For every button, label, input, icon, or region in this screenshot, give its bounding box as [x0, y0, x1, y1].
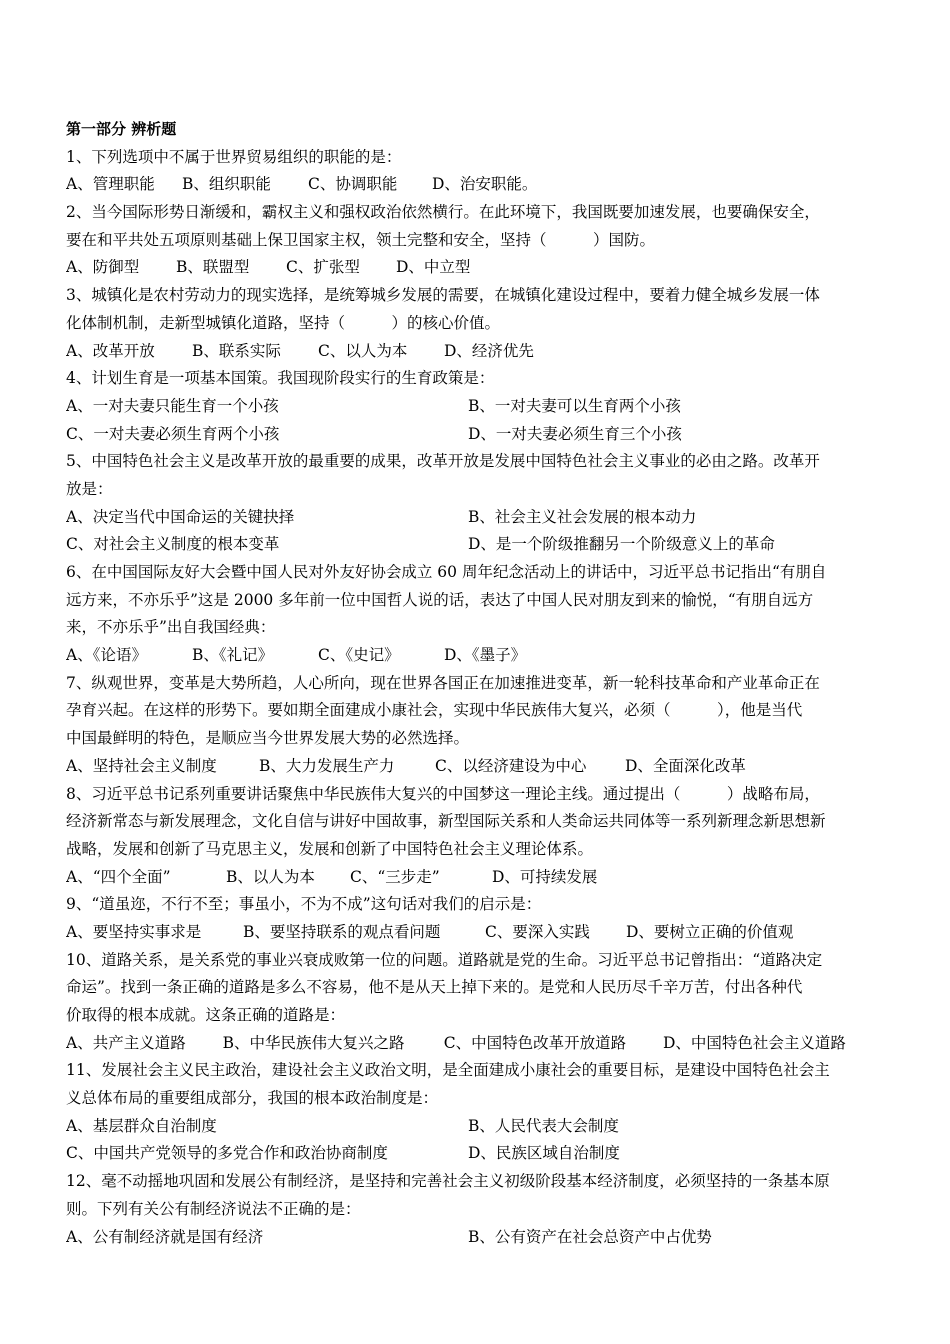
answer-option: A、坚持社会主义制度 [66, 756, 217, 775]
answer-option: D、可持续发展 [492, 867, 598, 886]
options-row [66, 919, 888, 947]
answer-option: D、一对夫妻必须生育三个小孩 [468, 424, 682, 443]
question-text-line: 义总体布局的重要组成部分，我国的根本政治制度是： [66, 1089, 439, 1108]
answer-option: A、要坚持实事求是 [66, 922, 202, 941]
answer-option: B、中华民族伟大复兴之路 [222, 1033, 405, 1052]
answer-option: B、联系实际 [192, 341, 281, 360]
question-text-line: 经济新常态与新发展理念，文化自信与讲好中国故事，新型国际关系和人类命运共同体等一系列新理念新思想新 [66, 812, 826, 831]
answer-option: C、协调职能 [308, 175, 398, 194]
answer-option: C、以人为本 [318, 341, 408, 360]
answer-option: B、以人为本 [226, 867, 315, 886]
answer-option: B、要坚持联系的观点看问题 [243, 922, 441, 941]
options-row [66, 421, 888, 449]
options-row [66, 504, 888, 532]
options-row [66, 531, 888, 559]
question-text-line: 10、道路关系，是关系党的事业兴衰成败第一位的问题。道路就是党的生命。习近平总书记曾指出：“道路决定 [66, 950, 823, 969]
answer-option: C、以经济建设为中心 [435, 756, 587, 775]
options-row [66, 1113, 888, 1141]
options-row [66, 338, 888, 366]
answer-option: D、中立型 [396, 258, 471, 277]
answer-option: D、要树立正确的价值观 [626, 922, 794, 941]
question-text-line: 11、发展社会主义民主政治，建设社会主义政治文明，是全面建成小康社会的重要目标，是建设中国特色社会主 [66, 1061, 830, 1080]
question-text-line: 7、纵观世界，变革是大势所趋，人心所向，现在世界各国正在加速推进变革，新一轮科技革命和产业革命正在 [66, 673, 820, 692]
options-row [66, 1140, 888, 1168]
question-text-line: 价取得的根本成就。这条正确的道路是： [66, 1006, 346, 1024]
answer-option: B、《礼记》 [192, 646, 274, 665]
answer-option: B、社会主义社会发展的根本动力 [468, 507, 697, 526]
answer-option: B、一对夫妻可以生育两个小孩 [468, 396, 681, 415]
answer-option: A、一对夫妻只能生育一个小孩 [66, 396, 279, 415]
answer-option: C、《史记》 [318, 646, 400, 665]
answer-option: D、中国特色社会主义道路 [662, 1033, 846, 1052]
question-text-line: 中国最鲜明的特色，是顺应当今世界发展大势的必然选择。 [66, 729, 470, 748]
options-row [66, 171, 888, 199]
answer-option: C、对社会主义制度的根本变革 [66, 535, 280, 554]
question-text-line: 3、城镇化是农村劳动力的现实选择，是统筹城乡发展的需要，在城镇化建设过程中，要着力健全城乡发展一体 [66, 286, 820, 305]
question-text-line: 9、“道虽迩，不行不至；事虽小，不为不成”这句话对我们的启示是： [66, 895, 542, 914]
question-text-line: 命运”。找到一条正确的道路是多么不容易，他不是从天上掉下来的。是党和人民历尽千辛万苦，付出各种代 [66, 978, 803, 997]
question-text-line: 6、在中国国际友好大会暨中国人民对外友好协会成立 60 周年纪念活动上的讲话中，习近平总书记指出“有朋自 [66, 563, 827, 581]
options-row [66, 753, 888, 781]
options-row [66, 1030, 888, 1058]
answer-option: A、共产主义道路 [66, 1033, 186, 1052]
answer-option: C、中国共产党领导的多党合作和政治协商制度 [66, 1144, 388, 1163]
answer-option: C、“三步走” [350, 867, 440, 886]
answer-option: A、“四个全面” [66, 867, 171, 886]
answer-option: B、公有资产在社会总资产中占优势 [468, 1227, 712, 1246]
options-row [66, 393, 888, 421]
answer-option: C、扩张型 [286, 258, 360, 277]
answer-option: C、一对夫妻必须生育两个小孩 [66, 424, 280, 443]
document-content [66, 116, 888, 1251]
question-text-line: 5、中国特色社会主义是改革开放的最重要的成果，改革开放是发展中国特色社会主义事业的必由之路。改革开 [66, 452, 820, 471]
question-text-line: 1、下列选项中不属于世界贸易组织的职能的是： [66, 147, 402, 166]
question-text-line: 2、当今国际形势日渐缓和，霸权主义和强权政治依然横行。在此环境下，我国既要加速发展，也要确保安全， [66, 203, 820, 222]
answer-option: B、组织职能 [182, 175, 271, 194]
answer-option: A、公有制经济就是国有经济 [66, 1227, 264, 1246]
answer-option: B、大力发展生产力 [259, 756, 395, 775]
options-row [66, 642, 888, 670]
answer-option: D、《墨子》 [444, 646, 527, 665]
question-text-line: 放是： [66, 479, 113, 498]
answer-option: B、人民代表大会制度 [468, 1116, 619, 1135]
question-text-line: 战略，发展和创新了马克思主义，发展和创新了中国特色社会主义理论体系。 [66, 839, 594, 858]
answer-option: D、全面深化改革 [625, 756, 746, 775]
answer-option: A、决定当代中国命运的关键抉择 [66, 507, 295, 526]
question-text-line: 4、计划生育是一项基本国策。我国现阶段实行的生育政策是： [66, 369, 495, 388]
question-text-line: 8、习近平总书记系列重要讲话聚焦中华民族伟大复兴的中国梦这一理论主线。通过提出（ ）战略布局， [66, 784, 820, 803]
section-title: 第一部分 辨析题 [66, 120, 177, 138]
question-text-line: 化体制机制，走新型城镇化道路，坚持（ ）的核心价值。 [66, 313, 501, 332]
answer-option: C、要深入实践 [485, 922, 590, 941]
answer-option: D、治安职能。 [432, 175, 538, 194]
question-text-line: 远方来，不亦乐乎”这是 2000 多年前一位中国哲人说的话，表达了中国人民对朋友到来的愉悦，“有朋自远方 [66, 590, 814, 609]
answer-option: C、中国特色改革开放道路 [443, 1033, 627, 1052]
answer-option: A、基层群众自治制度 [66, 1116, 217, 1135]
question-text-line: 则。下列有关公有制经济说法不正确的是： [66, 1199, 361, 1218]
options-row [66, 254, 888, 282]
question-text-line: 来，不亦乐乎”出自我国经典： [66, 618, 276, 637]
answer-option: B、联盟型 [176, 258, 250, 277]
question-text-line: 孕育兴起。在这样的形势下。要如期全面建成小康社会，实现中华民族伟大复兴，必须（ ），他是当代 [66, 701, 803, 720]
question-text-line: 要在和平共处五项原则基础上保卫国家主权，领土完整和安全，坚持（ ）国防。 [66, 230, 656, 249]
answer-option: A、改革开放 [66, 341, 155, 360]
options-row [66, 1224, 888, 1252]
answer-option: A、防御型 [66, 258, 140, 277]
options-row [66, 864, 888, 892]
answer-option: D、是一个阶级推翻另一个阶级意义上的革命 [468, 535, 775, 554]
answer-option: D、民族区域自治制度 [468, 1144, 620, 1163]
answer-option: A、《论语》 [66, 646, 147, 665]
answer-option: D、经济优先 [444, 341, 534, 360]
answer-option: A、管理职能 [66, 175, 155, 194]
question-text-line: 12、毫不动摇地巩固和发展公有制经济，是坚持和完善社会主义初级阶段基本经济制度，必须坚持的一条基本原 [66, 1172, 830, 1191]
